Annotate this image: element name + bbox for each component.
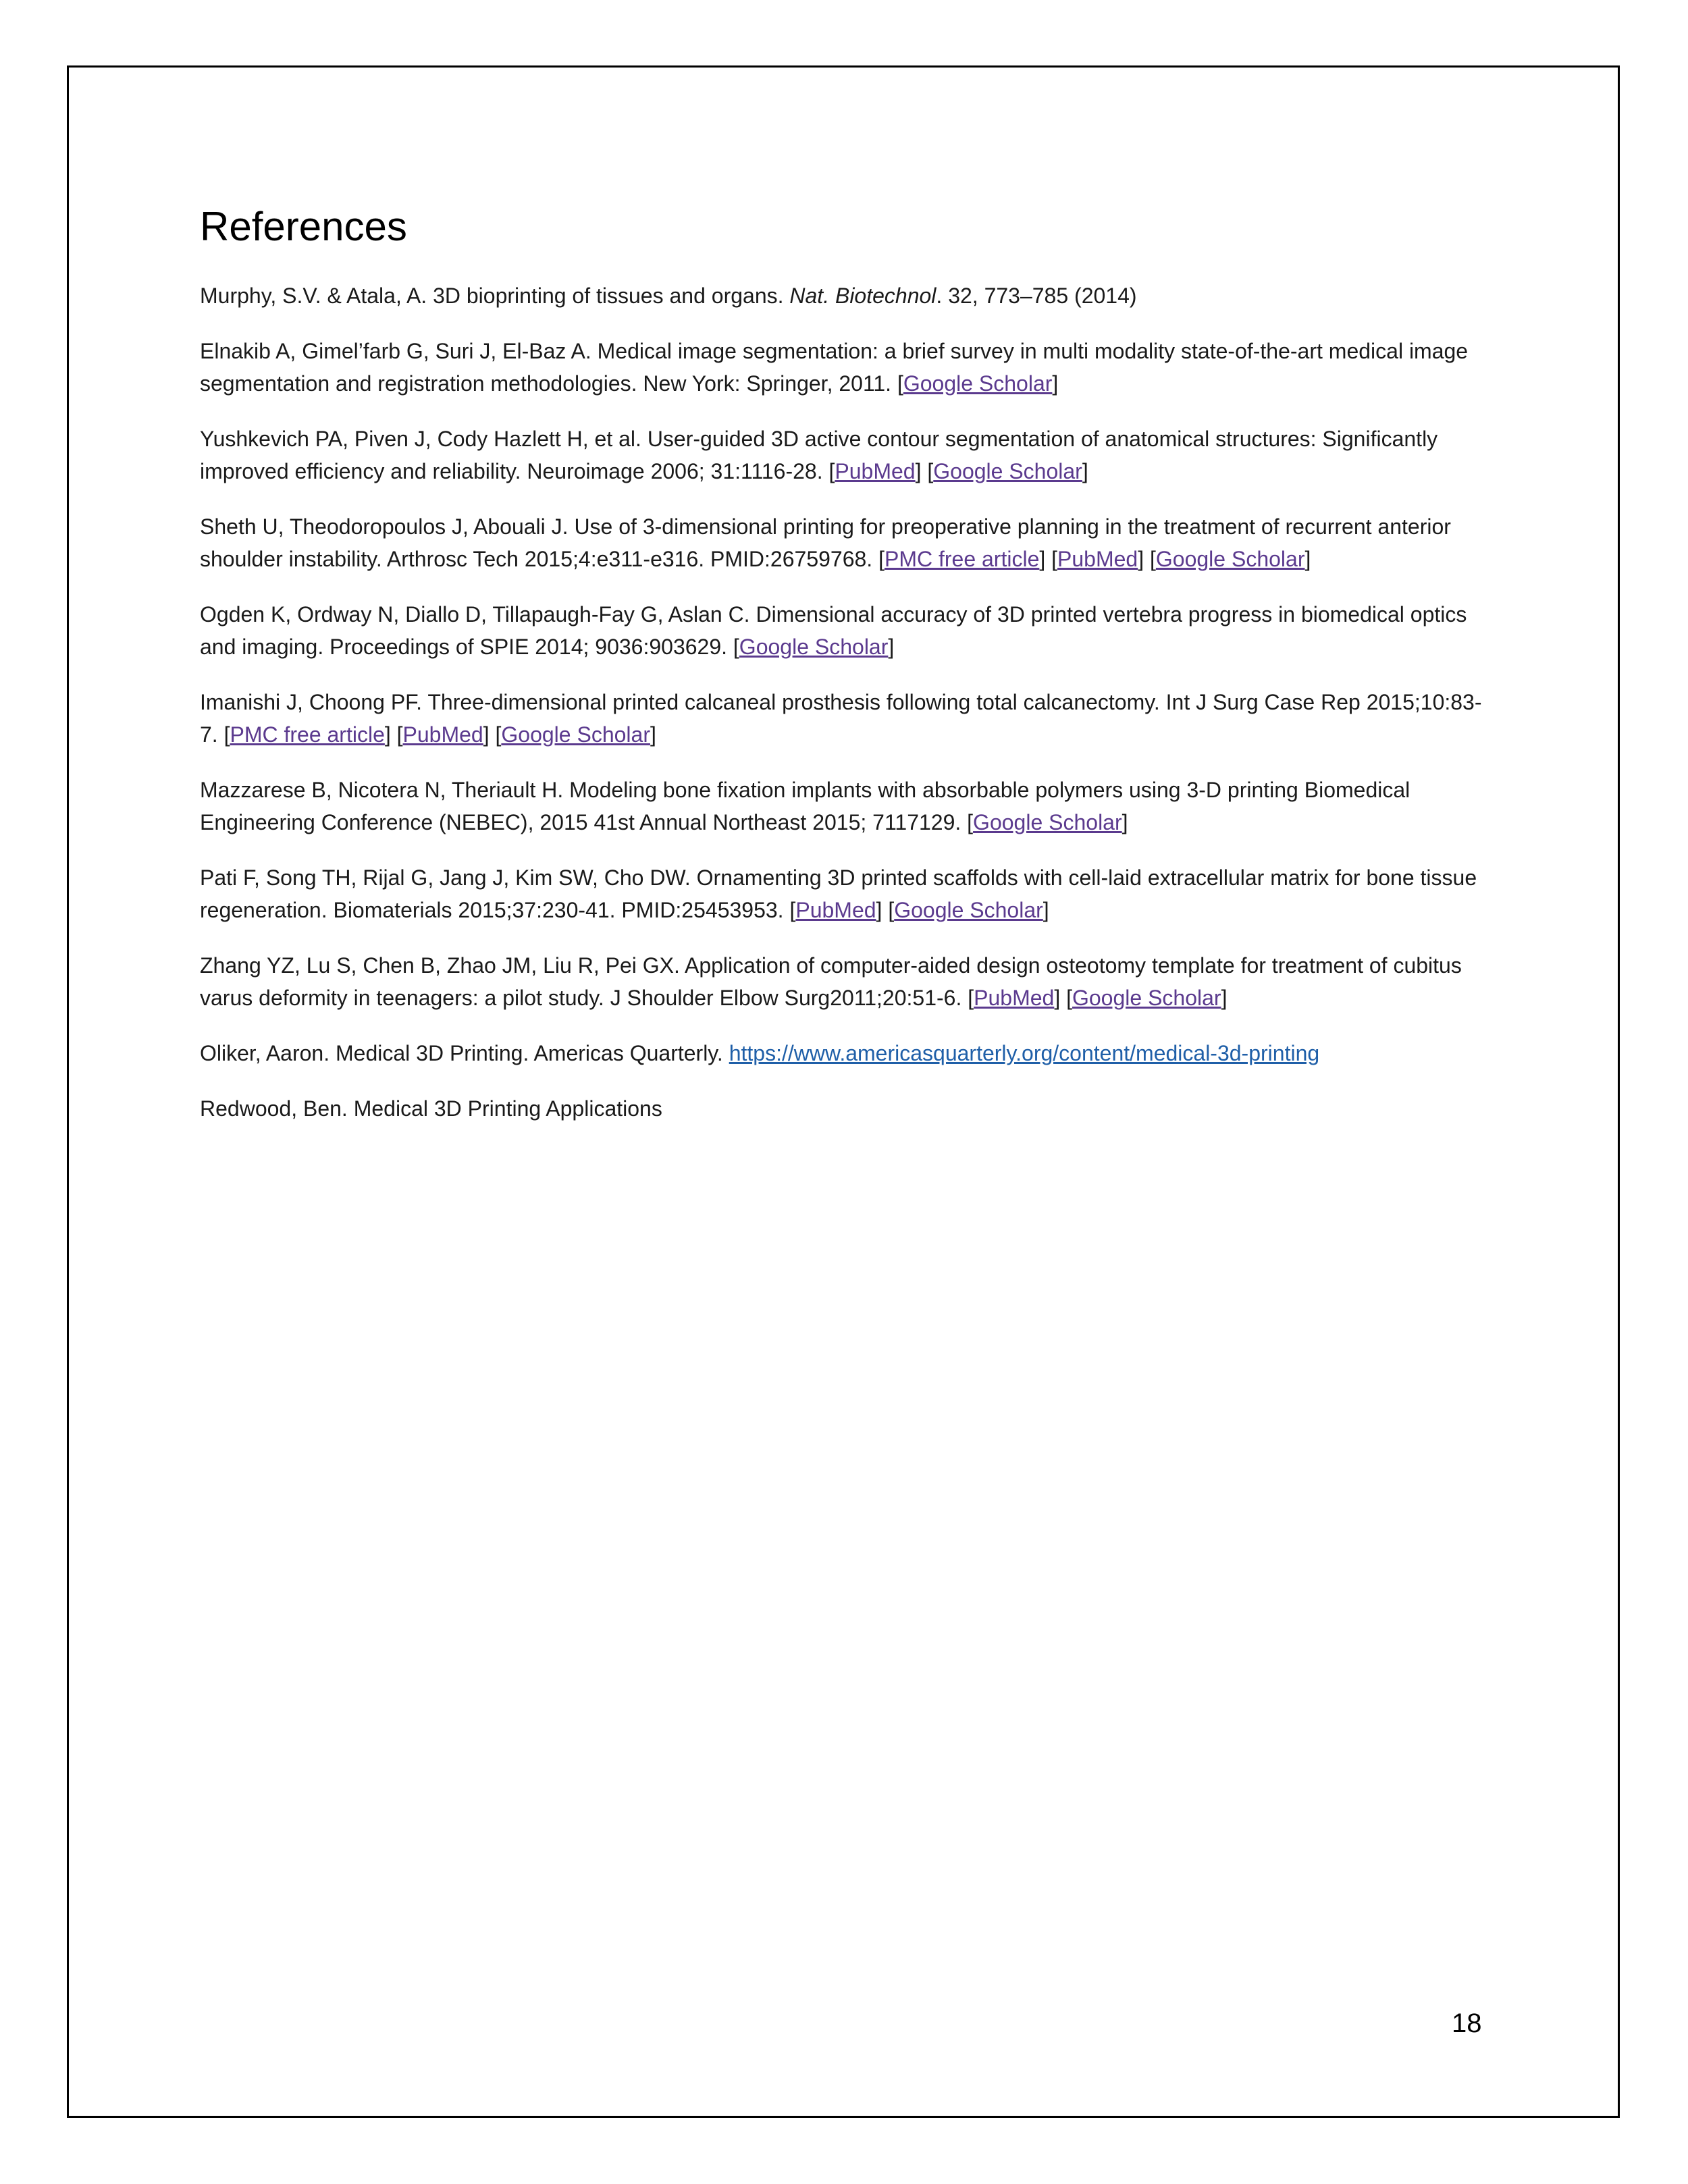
americas-quarterly-url-link[interactable]: https://www.americasquarterly.org/content/medical-3d-printing bbox=[729, 1041, 1320, 1065]
reference-item: Ogden K, Ordway N, Diallo D, Tillapaugh-Fay G, Aslan C. Dimensional accuracy of 3D printed vertebra progress in biomedical optics and imaging. Proceedings of SPIE 2014; 9036:903629. [Google Scholar] bbox=[200, 602, 1467, 659]
pubmed-link[interactable]: PubMed bbox=[795, 898, 876, 922]
google-scholar-link[interactable]: Google Scholar bbox=[903, 371, 1053, 396]
pubmed-link[interactable]: PubMed bbox=[835, 459, 916, 483]
reference-text: . 32, 773–785 (2014) bbox=[936, 284, 1137, 308]
page-number: 18 bbox=[1452, 2008, 1482, 2038]
reference-text: Yushkevich PA, Piven J, Cody Hazlett H, et al. User-guided 3D active contour segmentation of anatomical structures: Significantly improved efficiency and reliability. Neuroimage 2006; 31:1116-28. bbox=[200, 427, 1438, 483]
reference-text: Redwood, Ben. Medical 3D Printing Applications bbox=[200, 1096, 662, 1121]
google-scholar-link[interactable]: Google Scholar bbox=[1072, 986, 1221, 1010]
reference-text: Sheth U, Theodoropoulos J, Abouali J. Use of 3-dimensional printing for preoperative planning in the treatment of recurrent anterior shoulder instability. Arthrosc Tech 2015;4:e311-e316. PMID:26759768. bbox=[200, 514, 1451, 571]
google-scholar-link[interactable]: Google Scholar bbox=[973, 810, 1122, 834]
reference-item: Sheth U, Theodoropoulos J, Abouali J. Use of 3-dimensional printing for preoperative planning in the treatment of recurrent anterior shoulder instability. Arthrosc Tech 2015;4:e311-e316. PMID:26759768. [PMC free article] [PubMed] [Google Scholar] bbox=[200, 514, 1451, 571]
reference-item: Pati F, Song TH, Rijal G, Jang J, Kim SW, Cho DW. Ornamenting 3D printed scaffolds with cell-laid extracellular matrix for bone tissue regeneration. Biomaterials 2015;37:230-41. PMID:25453953. [PubMed] [Google Scholar] bbox=[200, 865, 1477, 922]
pmc-free-article-link[interactable]: PMC free article bbox=[884, 547, 1040, 571]
reference-item: Zhang YZ, Lu S, Chen B, Zhao JM, Liu R, Pei GX. Application of computer-aided design osteotomy template for treatment of cubitus varus deformity in teenagers: a pilot study. J Shoulder Elbow Surg2011;20:51-6. [PubMed] [Google Scholar] bbox=[200, 953, 1462, 1010]
reference-item: Mazzarese B, Nicotera N, Theriault H. Modeling bone fixation implants with absorbable polymers using 3-D printing Biomedical Engineering Conference (NEBEC), 2015 41st Annual Northeast 2015; 7117129. [Google Scholar] bbox=[200, 778, 1410, 834]
pubmed-link[interactable]: PubMed bbox=[402, 722, 483, 747]
google-scholar-link[interactable]: Google Scholar bbox=[1155, 547, 1305, 571]
reference-text: Oliker, Aaron. Medical 3D Printing. Americas Quarterly. bbox=[200, 1041, 729, 1065]
page-title: References bbox=[200, 204, 407, 249]
reference-text: Pati F, Song TH, Rijal G, Jang J, Kim SW, Cho DW. Ornamenting 3D printed scaffolds with cell-laid extracellular matrix for bone tissue regeneration. Biomaterials 2015;37:230-41. PMID:25453953. bbox=[200, 865, 1477, 922]
references-section bbox=[200, 200, 1489, 1148]
google-scholar-link[interactable]: Google Scholar bbox=[933, 459, 1082, 483]
reference-item: Yushkevich PA, Piven J, Cody Hazlett H, et al. User-guided 3D active contour segmentation of anatomical structures: Significantly improved efficiency and reliability. Neuroimage 2006; 31:1116-28. [PubMed] [Google Scholar] bbox=[200, 427, 1438, 483]
reference-text: Mazzarese B, Nicotera N, Theriault H. Modeling bone fixation implants with absorbable polymers using 3-D printing Biomedical Engineering Conference (NEBEC), 2015 41st Annual Northeast 2015; 7117129. bbox=[200, 778, 1410, 834]
reference-text: Imanishi J, Choong PF. Three-dimensional printed calcaneal prosthesis following total calcanectomy. Int J Surg Case Rep 2015;10:83-7. bbox=[200, 690, 1482, 747]
reference-item bbox=[200, 1037, 1489, 1069]
journal-name: Nat. Biotechnol bbox=[789, 284, 937, 308]
reference-item: Elnakib A, Gimel’farb G, Suri J, El-Baz A. Medical image segmentation: a brief survey in multi modality state-of-the-art medical image segmentation and registration methodologies. New York: Springer, 2011. [Google Scholar] bbox=[200, 339, 1469, 396]
reference-item bbox=[200, 279, 1489, 312]
google-scholar-link[interactable]: Google Scholar bbox=[739, 635, 889, 659]
google-scholar-link[interactable]: Google Scholar bbox=[501, 722, 650, 747]
reference-text: Ogden K, Ordway N, Diallo D, Tillapaugh-Fay G, Aslan C. Dimensional accuracy of 3D printed vertebra progress in biomedical optics and imaging. Proceedings of SPIE 2014; 9036:903629. bbox=[200, 602, 1467, 659]
google-scholar-link[interactable]: Google Scholar bbox=[894, 898, 1043, 922]
reference-text: Elnakib A, Gimel’farb G, Suri J, El-Baz A. Medical image segmentation: a brief survey in multi modality state-of-the-art medical image segmentation and registration methodologies. New York: Springer, 2011. bbox=[200, 339, 1469, 396]
reference-text: Zhang YZ, Lu S, Chen B, Zhao JM, Liu R, Pei GX. Application of computer-aided design osteotomy template for treatment of cubitus varus deformity in teenagers: a pilot study. J Shoulder Elbow Surg2011;20:51-6. bbox=[200, 953, 1462, 1010]
reference-item: Imanishi J, Choong PF. Three-dimensional printed calcaneal prosthesis following total calcanectomy. Int J Surg Case Rep 2015;10:83-7. [PMC free article] [PubMed] [Google Scholar] bbox=[200, 690, 1482, 747]
pmc-free-article-link[interactable]: PMC free article bbox=[230, 722, 385, 747]
pubmed-link[interactable]: PubMed bbox=[974, 986, 1055, 1010]
pubmed-link[interactable]: PubMed bbox=[1057, 547, 1138, 571]
reference-text: Murphy, S.V. & Atala, A. 3D bioprinting of tissues and organs. bbox=[200, 284, 790, 308]
reference-item bbox=[200, 1092, 1489, 1125]
